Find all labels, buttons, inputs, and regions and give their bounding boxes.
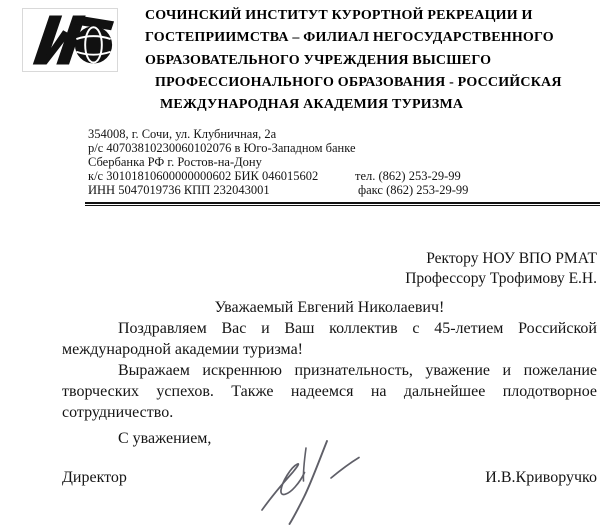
org-name-line: МЕЖДУНАРОДНАЯ АКАДЕМИЯ ТУРИЗМА bbox=[160, 97, 464, 113]
org-name-line: ГОСТЕПРИИМСТВА – ФИЛИАЛ НЕГОСУДАРСТВЕННОГО bbox=[145, 30, 554, 46]
address-line: 354008, г. Сочи, ул. Клубничная, 2а bbox=[88, 127, 277, 141]
signer-position: Директор bbox=[62, 469, 127, 486]
inn-kpp-line: ИНН 5047019736 КПП 232043001 bbox=[88, 183, 270, 197]
phone-line: тел. (862) 253-29-99 bbox=[355, 169, 461, 183]
divider-line bbox=[85, 202, 600, 206]
corr-account-line: к/с 30101810600000000602 БИК 046015602 bbox=[88, 169, 319, 183]
requisites-block bbox=[88, 127, 356, 197]
fax-line: факс (862) 253-29-99 bbox=[358, 183, 469, 197]
paragraph-congratulation: Поздравляем Вас и Ваш коллектив с 45-летием Российской международной академии туризма! bbox=[62, 320, 597, 358]
closing-line: С уважением, bbox=[118, 430, 212, 447]
rmat-logo bbox=[22, 8, 118, 72]
rmat-logo-icon bbox=[23, 9, 117, 71]
organization-name bbox=[145, 5, 597, 116]
org-name-line: ОБРАЗОВАТЕЛЬНОГО УЧРЕЖДЕНИЯ ВЫСШЕГО bbox=[145, 52, 492, 68]
org-name-line: СОЧИНСКИЙ ИНСТИТУТ КУРОРТНОЙ РЕКРЕАЦИИ И bbox=[145, 8, 533, 23]
bank-line: Сбербанка РФ г. Ростов-на-Дону bbox=[88, 155, 262, 169]
contacts-block bbox=[355, 169, 468, 197]
recipient-name-line: Профессору Трофимову Е.Н. bbox=[405, 270, 597, 287]
signer-name: И.В.Криворучко bbox=[485, 469, 597, 486]
account-line: р/с 40703810230060102076 в Юго-Западном банке bbox=[88, 141, 356, 155]
paragraph-wishes: Выражаем искреннюю признательность, уважение и пожелание творческих успехов. Также надеемся на дальнейшее плодотворное сотрудничество. bbox=[62, 362, 597, 421]
salutation: Уважаемый Евгений Николаевич! bbox=[214, 299, 445, 316]
recipient-block bbox=[62, 249, 597, 289]
org-name-line: ПРОФЕССИОНАЛЬНОГО ОБРАЗОВАНИЯ - РОССИЙСКАЯ bbox=[155, 74, 562, 90]
divider-thin-line bbox=[85, 205, 600, 206]
recipient-title-line: Ректору НОУ ВПО РМАТ bbox=[426, 250, 597, 267]
letter-body bbox=[62, 297, 597, 423]
